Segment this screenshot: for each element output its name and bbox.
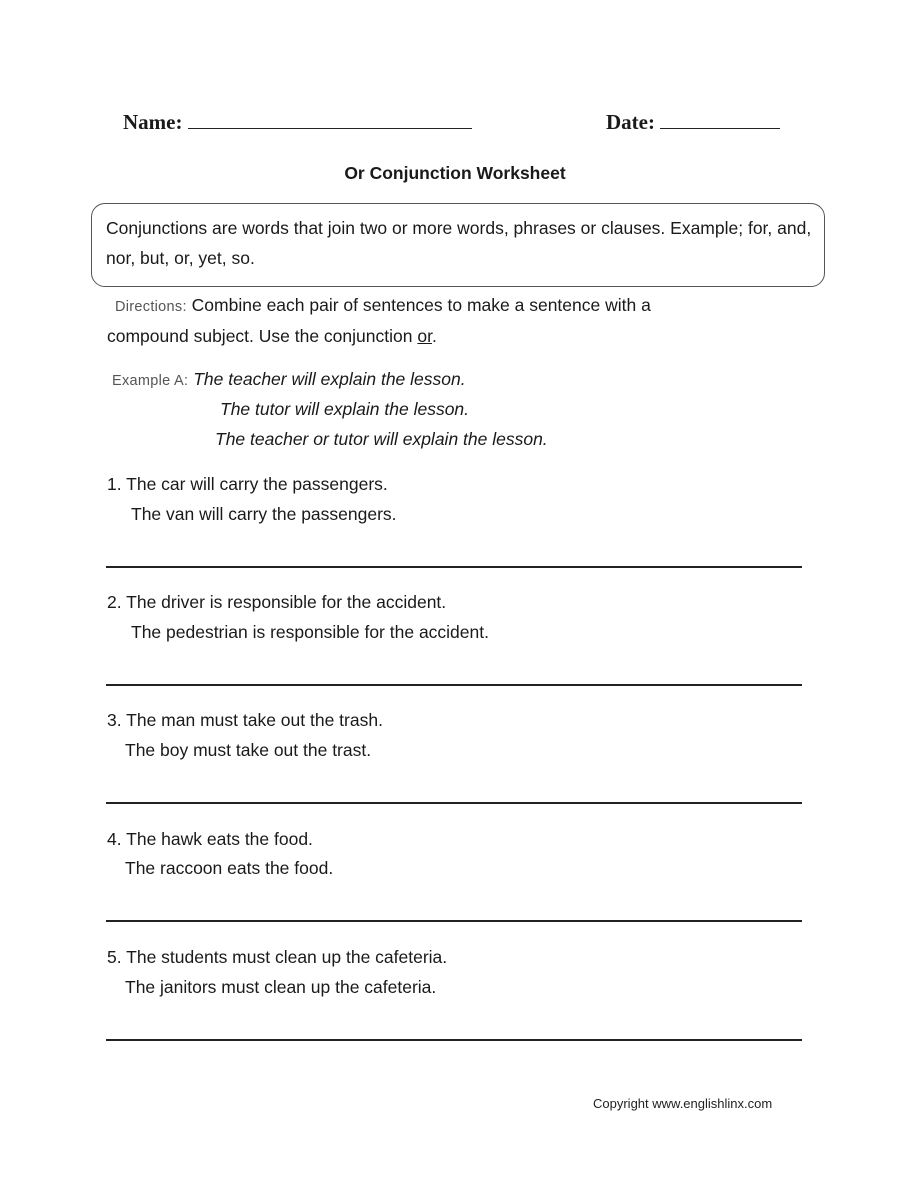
question-5-line-1: 5. The students must clean up the cafeteria. <box>107 947 448 967</box>
question-5-line-2: The janitors must clean up the cafeteria. <box>125 977 437 997</box>
copyright: Copyright www.englishlinx.com <box>593 1096 773 1111</box>
directions-line-1 <box>115 295 651 316</box>
answer-line-3[interactable] <box>106 802 802 804</box>
example-line-1 <box>112 369 466 390</box>
question-4-line-2: The raccoon eats the food. <box>125 858 334 878</box>
example-label: Example A: <box>112 373 189 389</box>
directions-label: Directions: <box>115 299 187 315</box>
answer-line-5[interactable] <box>106 1039 802 1041</box>
name-field <box>123 108 472 135</box>
question-4-line-1: 4. The hawk eats the food. <box>107 829 313 849</box>
date-field <box>606 108 780 135</box>
date-label: Date: <box>606 110 655 134</box>
date-blank[interactable] <box>660 108 780 129</box>
directions-period: . <box>431 326 437 346</box>
question-2-line-2: The pedestrian is responsible for the accident. <box>131 622 489 642</box>
question-3-line-1: 3. The man must take out the trash. <box>107 710 383 730</box>
answer-line-2[interactable] <box>106 684 802 686</box>
directions-text: Combine each pair of sentences to make a sentence with a <box>191 295 651 315</box>
example-answer: The teacher or tutor will explain the lesson. <box>215 429 548 449</box>
answer-line-1[interactable] <box>106 566 802 568</box>
definition-box <box>91 203 825 287</box>
definition-text: Conjunctions are words that join two or more words, phrases or clauses. Example; for, and, nor, but, or, yet, so. <box>106 218 812 268</box>
question-1-line-1: 1. The car will carry the passengers. <box>107 474 388 494</box>
question-1-line-2: The van will carry the passengers. <box>131 504 397 524</box>
directions-text-2: compound subject. Use the conjunction <box>107 326 413 346</box>
directions-conjunction: or <box>417 326 432 346</box>
worksheet-title: Or Conjunction Worksheet <box>344 163 566 183</box>
example-sentence-2: The tutor will explain the lesson. <box>220 399 470 419</box>
directions-line-2 <box>107 326 437 347</box>
answer-line-4[interactable] <box>106 920 802 922</box>
name-label: Name: <box>123 110 183 134</box>
question-2-line-1: 2. The driver is responsible for the accident. <box>107 592 447 612</box>
question-3-line-2: The boy must take out the trast. <box>125 740 372 760</box>
name-blank[interactable] <box>188 108 472 129</box>
example-sentence-1: The teacher will explain the lesson. <box>193 369 466 389</box>
